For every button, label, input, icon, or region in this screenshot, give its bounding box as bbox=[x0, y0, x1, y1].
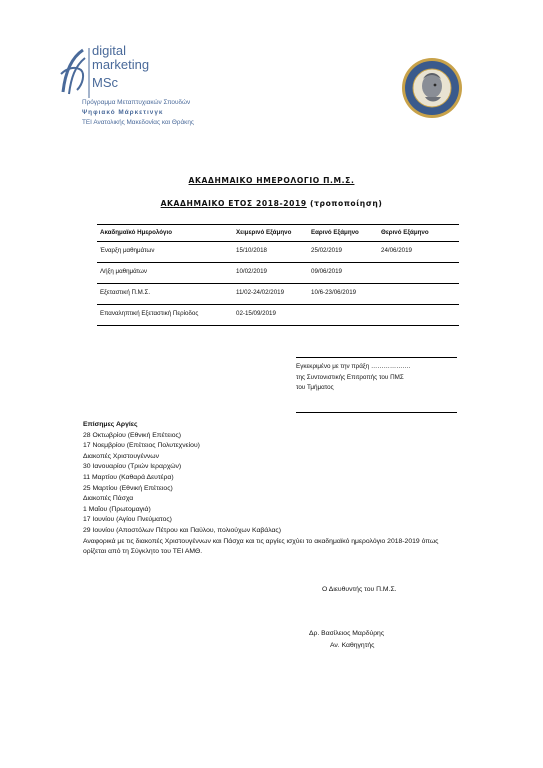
table-cell: 02-15/09/2019 bbox=[233, 305, 308, 326]
approval-line-3: του Τμήματος bbox=[296, 384, 334, 391]
list-item: Διακοπές Πάσχα bbox=[83, 495, 134, 503]
table-cell: 10/02/2019 bbox=[233, 263, 308, 284]
table-cell: 11/02-24/02/2019 bbox=[233, 284, 308, 305]
program-info bbox=[82, 98, 194, 128]
table-cell bbox=[308, 305, 378, 326]
university-seal-icon bbox=[401, 57, 463, 119]
table-cell bbox=[378, 305, 459, 326]
page-subtitle bbox=[0, 199, 543, 208]
table-cell bbox=[378, 263, 459, 284]
logo-line-digital: digital bbox=[92, 43, 126, 58]
modification-note: (τροποποίηση) bbox=[310, 199, 383, 208]
logo-line-msc: MSc bbox=[92, 75, 118, 90]
table-cell: Λήξη μαθημάτων bbox=[97, 263, 233, 284]
table-row bbox=[97, 263, 459, 284]
table-cell: 24/06/2019 bbox=[378, 242, 459, 263]
table-row bbox=[97, 305, 459, 326]
logo-text bbox=[92, 44, 149, 91]
table-cell: 10/6-23/06/2019 bbox=[308, 284, 378, 305]
approval-box bbox=[296, 357, 457, 413]
table-cell: 09/06/2019 bbox=[308, 263, 378, 284]
header-winter: Χειμερινό Εξάμηνο bbox=[233, 225, 308, 242]
logo-line-marketing: marketing bbox=[92, 57, 150, 72]
table-cell: Εξεταστική Π.Μ.Σ. bbox=[97, 284, 233, 305]
program-title: Ψηφιακό Μάρκετινγκ bbox=[82, 109, 164, 116]
header-summer: Θερινό Εξάμηνο bbox=[378, 225, 459, 242]
list-item: 29 Ιουνίου (Αποστόλων Πέτρου και Παύλου, πολιούχων Καβάλας) bbox=[83, 526, 281, 534]
signatory-title: Αν. Καθηγητής bbox=[330, 642, 375, 649]
header-spring: Εαρινό Εξάμηνο bbox=[308, 225, 378, 242]
list-item: 1 Μαΐου (Πρωτομαγιά) bbox=[83, 505, 151, 513]
table-row bbox=[97, 284, 459, 305]
list-item: 28 Οκτωβρίου (Εθνική Επέτειος) bbox=[83, 431, 182, 439]
header-calendar: Ακαδημαϊκό Ημερολόγιο bbox=[97, 225, 233, 242]
table-cell: Επαναληπτική Εξεταστική Περίοδος bbox=[97, 305, 233, 326]
list-item: 30 Ιανουαρίου (Τριών Ιεραρχών) bbox=[83, 463, 182, 471]
list-item: 11 Μαρτίου (Καθαρά Δευτέρα) bbox=[83, 473, 174, 481]
list-item: 17 Ιουνίου (Αγίου Πνεύματος) bbox=[83, 516, 172, 524]
page-title-text: ΑΚΑΔΗΜΑΙΚΟ ΗΜΕΡΟΛΟΓΙΟ Π.Μ.Σ. bbox=[188, 176, 355, 185]
table-header-row bbox=[97, 225, 459, 242]
holidays-section bbox=[83, 420, 453, 558]
list-item: Διακοπές Χριστουγέννων bbox=[83, 452, 159, 460]
list-item: 25 Μαρτίου (Εθνική Επέτειος) bbox=[83, 484, 173, 492]
institution-name: ΤΕΙ Ανατολικής Μακεδονίας και Θράκης bbox=[82, 119, 194, 126]
director-role: Ο Διευθυντής του Π.Μ.Σ. bbox=[322, 586, 397, 593]
academic-year: ΑΚΑΔΗΜΑΙΚΟ ΕΤΟΣ 2018-2019 bbox=[160, 199, 307, 208]
table-cell bbox=[378, 284, 459, 305]
holidays-note: Αναφορικά με τις διακοπές Χριστουγέννων και Πάσχα και τις αργίες ισχύει το ακαδημαϊκό ημερολόγιο 2018-2019 όπως ορίζεται από τη Σύγκλητο του ΤΕΙ ΑΜΘ. bbox=[83, 537, 439, 556]
page-title bbox=[0, 176, 543, 185]
table-cell: 25/02/2019 bbox=[308, 242, 378, 263]
table-row bbox=[97, 242, 459, 263]
table-cell: 15/10/2018 bbox=[233, 242, 308, 263]
approval-line-1: Εγκεκριμένο με την πράξη ………………. bbox=[296, 363, 411, 370]
holidays-heading: Επίσημες Αργίες bbox=[83, 421, 138, 428]
academic-calendar-table bbox=[97, 224, 459, 326]
approval-line-2: της Συντονιστικής Επιτροπής του ΠΜΣ bbox=[296, 373, 404, 381]
signatory-name: Δρ. Βασίλειος Μαρδύρης bbox=[309, 630, 385, 637]
program-name: Πρόγραμμα Μεταπτυχιακών Σπουδών bbox=[82, 99, 191, 106]
list-item: 17 Νοεμβρίου (Επέτειος Πολυτεχνείου) bbox=[83, 442, 200, 450]
dm-logo-icon bbox=[57, 44, 91, 100]
table-cell: Έναρξη μαθημάτων bbox=[97, 242, 233, 263]
